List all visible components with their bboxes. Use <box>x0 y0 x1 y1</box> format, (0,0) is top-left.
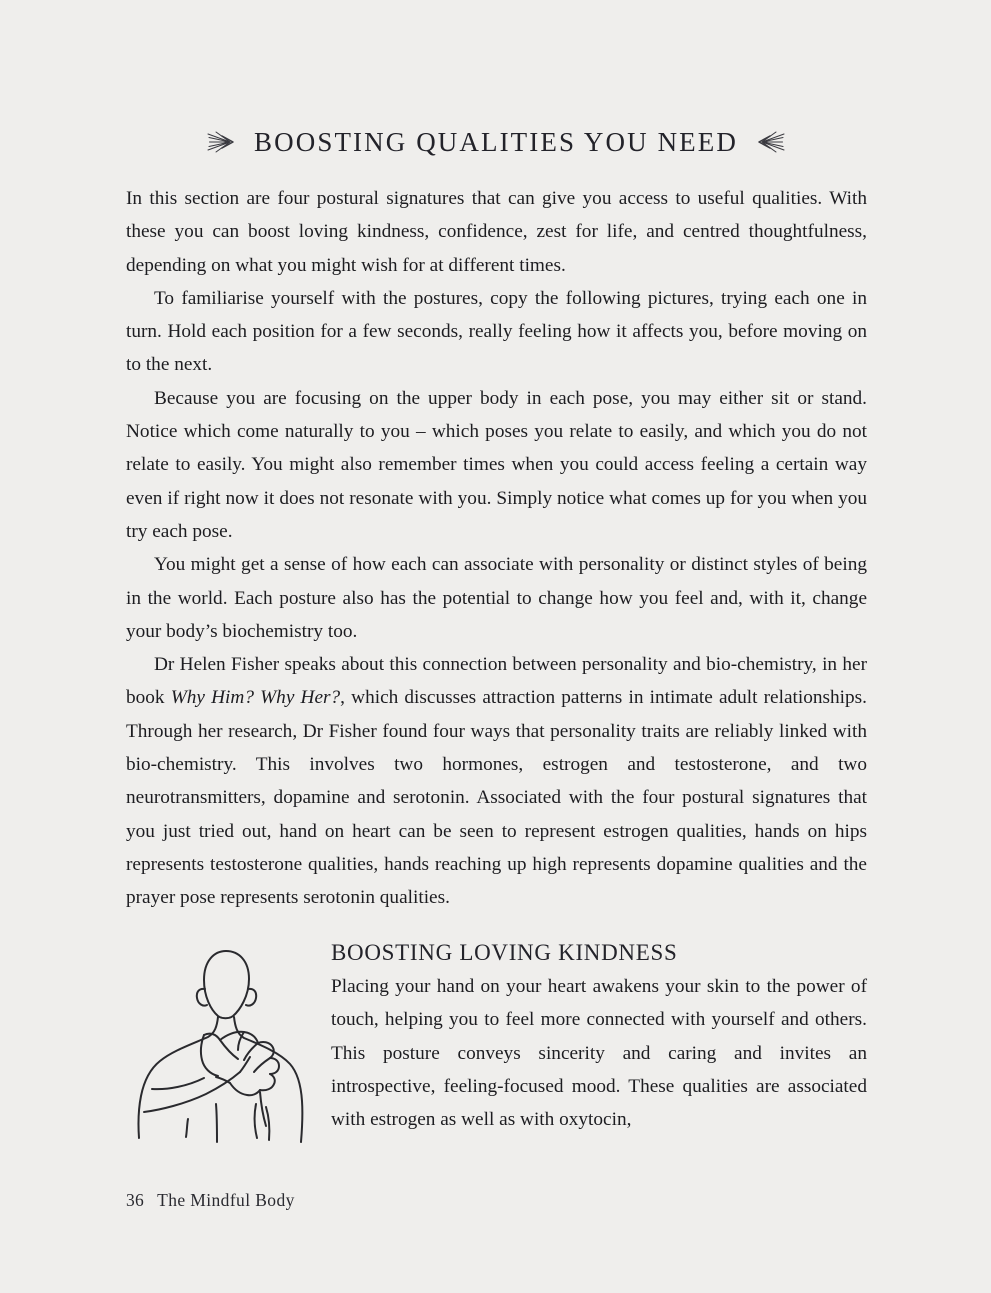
paragraph-loving-kindness: Placing your hand on your heart awakens your skin to the power of touch, helping you to feel more connected with yourself and others. This posture conveys sincerity and caring and invites an introspective, feeling-focused mood. These qualities are associated with estrogen as well as with oxytocin, <box>331 976 867 1131</box>
fisher-text-before: Dr Helen Fisher speaks about this connection between personality and bio-chemistry, in her book <box>126 654 867 709</box>
body-text-column <box>126 182 867 915</box>
chapter-heading <box>126 128 866 156</box>
running-title: The Mindful Body <box>157 1190 295 1210</box>
paragraph-intro: In this section are four postural signatures that can give you access to useful qualities. With these you can boost loving kindness, confidence, zest for life, and centred thoughtfulness, depending on what you might wish for at different times. <box>126 188 867 276</box>
page-footer <box>126 1190 295 1211</box>
paragraph-personality: You might get a sense of how each can associate with personality or distinct styles of being in the world. Each posture also has the potential to change how you feel and, with it, change your body’s biochemistry too. <box>126 554 867 642</box>
fan-arrow-right-icon <box>206 128 236 156</box>
paragraph-upper-body: Because you are focusing on the upper body in each pose, you may either sit or stand. Notice which come naturally to you – which poses you relate to easily, and which you do not relate to easily. You might also remember times when you could access feeling a certain way even if right now it does not resonate with you. Simply notice what comes up for you when you try each pose. <box>126 387 867 542</box>
hand-on-heart-posture-illustration <box>130 944 320 1154</box>
fan-arrow-left-icon <box>756 128 786 156</box>
paragraph-fisher <box>126 648 867 914</box>
posture-line-drawing <box>130 944 320 1154</box>
loving-kindness-text-column <box>331 938 867 1136</box>
book-title-italic: Why Him? Why Her? <box>170 687 341 709</box>
loving-kindness-section <box>126 938 867 1153</box>
fisher-text-after: , which discusses attraction patterns in intimate adult relationships. Through her research, Dr Fisher found four ways that personality traits are reliably linked with bio-chemistry. This involves two hormones, estrogen and testosterone, and two neurotransmitters, dopamine and serotonin. Associated with the four postural signatures that you just tried out, hand on heart can be seen to represent estrogen qualities, hands on hips represents testosterone qualities, hands reaching up high represents dopamine qualities and the prayer pose represents serotonin qualities. <box>126 687 867 909</box>
section-sub-heading: BOOSTING LOVING KINDNESS <box>331 940 678 965</box>
page-title: BOOSTING QUALITIES YOU NEED <box>254 126 738 157</box>
paragraph-familiarise: To familiarise yourself with the postures, copy the following pictures, trying each one in turn. Hold each position for a few seconds, really feeling how it affects you, before moving on to the next. <box>126 287 867 376</box>
page-number: 36 <box>126 1190 145 1210</box>
